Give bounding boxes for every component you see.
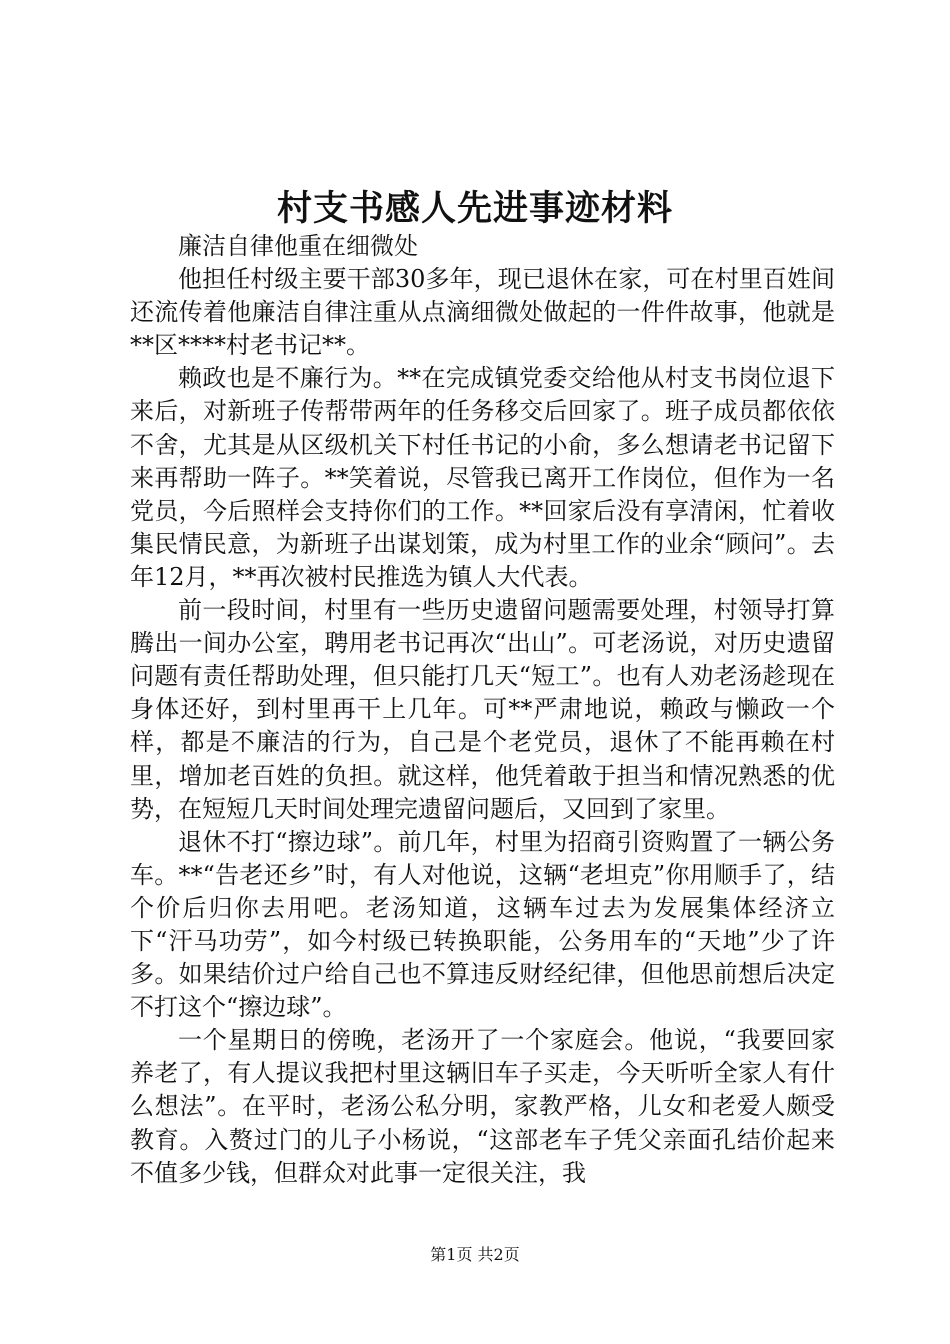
paragraph: 退休不打“擦边球”。前几年，村里为招商引资购置了一辆公务车。**“告老还乡”时，有人对他说，这辆“老坦克”你用顺手了，结个价后归你去用吧。老汤知道，这辆车过去为发展集体经济立下“汗马功劳”，如今村级已转换职能，公务用车的“天地”少了许多。如果结价过户给自己也不算违反财经纪律，但他思前想后决定不打这个“擦边球”。 bbox=[130, 827, 835, 1022]
paragraph: 赖政也是不廉行为。**在完成镇党委交给他从村支书岗位退下来后，对新班子传帮带两年的任务移交后回家了。班子成员都依依不舍，尤其是从区级机关下村任书记的小俞，多么想请老书记留下来再帮助一阵子。**笑着说，尽管我已离开工作岗位，但作为一名党员，今后照样会支持你们的工作。**回家后没有享清闲，忙着收集民情民意，为新班子出谋划策，成为村里工作的业余“顾问”。去年12月，**再次被村民推选为镇人大代表。 bbox=[130, 364, 835, 591]
page-number-footer: 第1页 共2页 bbox=[430, 1245, 520, 1264]
document-title: 村支书感人先进事迹材料 bbox=[276, 188, 673, 229]
paragraph: 一个星期日的傍晚，老汤开了一个家庭会。他说，“我要回家养老了，有人提议我把村里这辆旧车子买走，今天听听全家人有什么想法”。在平时，老汤公私分明，家教严格，儿女和老爱人颇受教育。入赘过门的儿子小杨说，“这部老车子凭父亲面孔结价起来不值多少钱，但群众对此事一定很关注，我 bbox=[130, 1026, 835, 1187]
paragraph-subtitle: 廉洁自律他重在细微处 bbox=[178, 232, 418, 260]
paragraph: 他担任村级主要干部30多年，现已退休在家，可在村里百姓间还流传着他廉洁自律注重从点滴细微处做起的一件件故事，他就是**区****村老书记**。 bbox=[130, 265, 835, 360]
paragraph: 前一段时间，村里有一些历史遗留问题需要处理，村领导打算腾出一间办公室，聘用老书记再次“出山”。可老汤说，对历史遗留问题有责任帮助处理，但只能打几天“短工”。也有人劝老汤趁现在身体还好，到村里再干上几年。可**严肃地说，赖政与懒政一个样，都是不廉洁的行为，自己是个老党员，退休了不能再赖在村里，增加老百姓的负担。就这样，他凭着敢于担当和情况熟悉的优势，在短短几天时间处理完遗留问题后，又回到了家里。 bbox=[130, 596, 835, 823]
document-body bbox=[130, 230, 835, 1190]
